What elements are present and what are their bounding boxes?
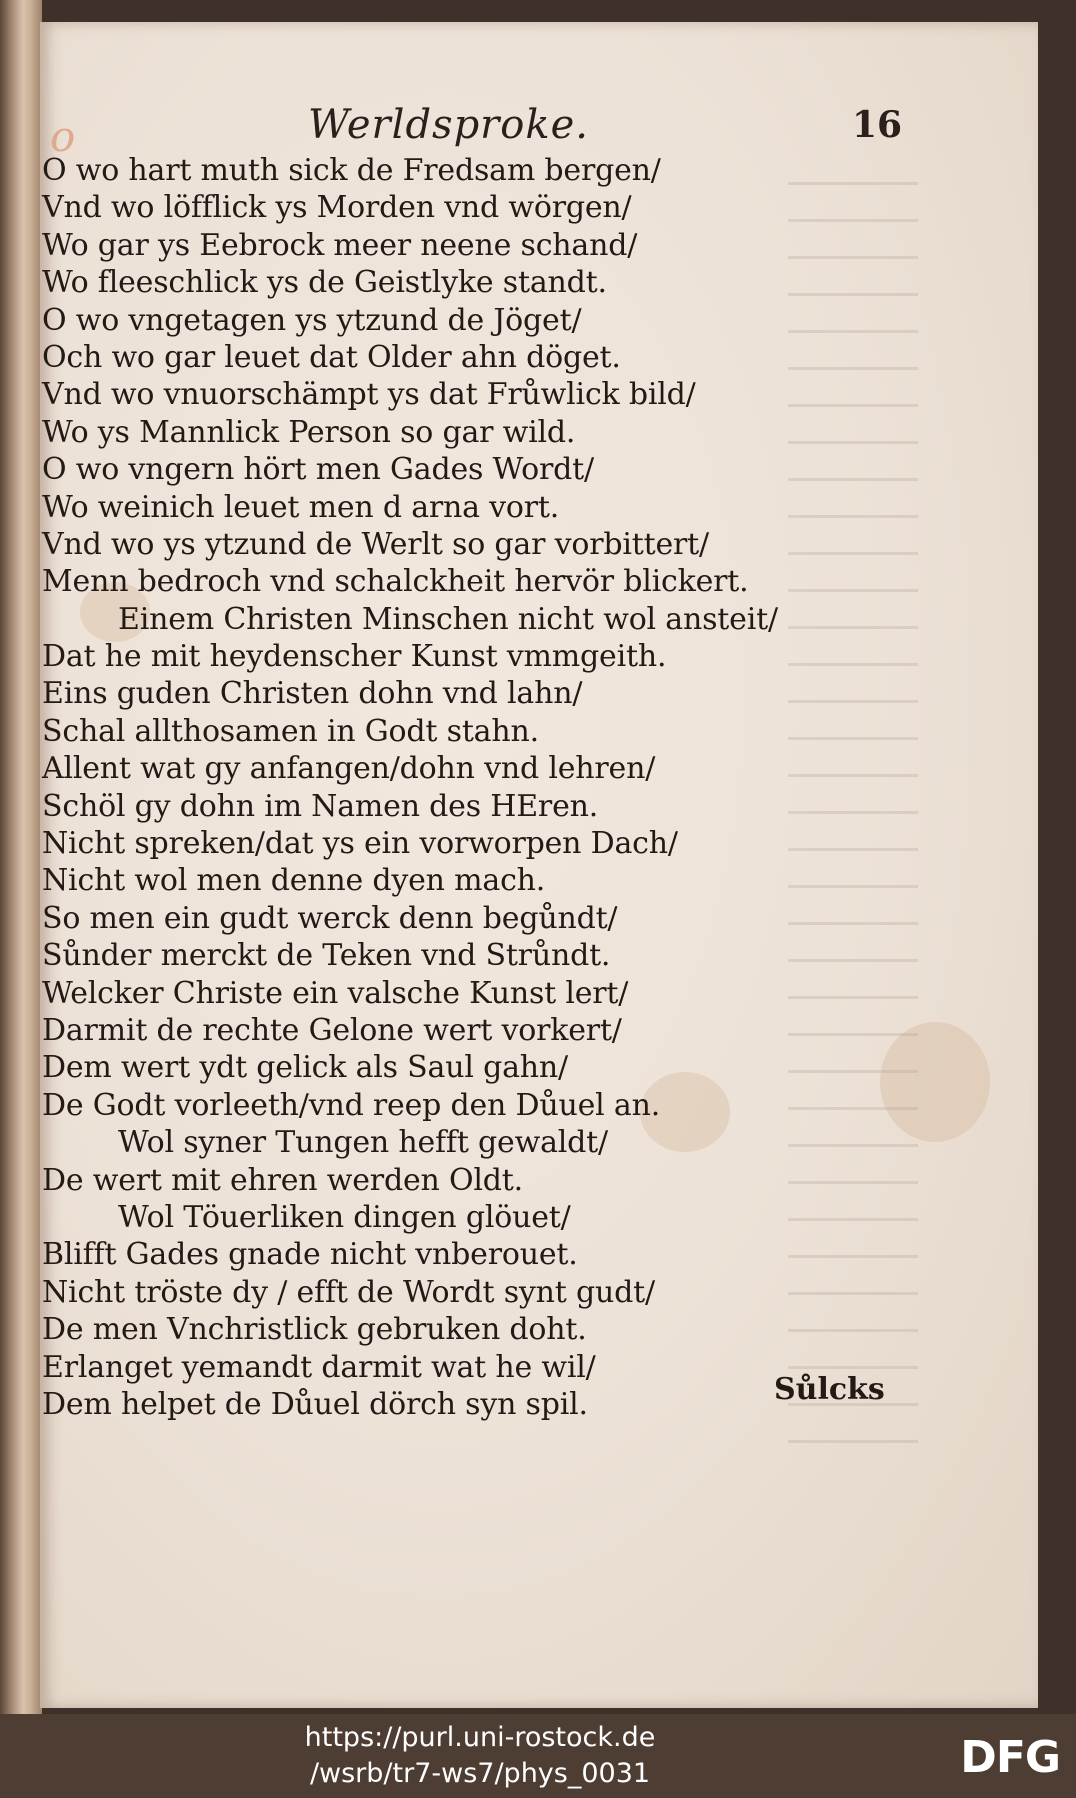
text-line: Menn bedroch vnd schalckheit hervör blickert.: [42, 564, 749, 600]
catchword: Sůlcks: [774, 1372, 885, 1407]
book-page: [40, 22, 1038, 1708]
text-line: Vnd wo ys ytzund de Werlt so gar vorbittert/: [42, 526, 709, 562]
permalink-line-2[interactable]: /wsrb/tr7-ws7/phys_0031: [309, 1758, 651, 1789]
text-line: Wo weinich leuet men d arna vort.: [42, 489, 560, 525]
text-line: Dem helpet de Důuel dörch syn spil.: [42, 1386, 588, 1422]
text-line: Wo ys Mannlick Person so gar wild.: [42, 414, 576, 450]
text-line: Och wo gar leuet dat Older ahn döget.: [42, 339, 621, 375]
text-line: Wo fleeschlick ys de Geistlyke standt.: [42, 265, 607, 301]
text-line: Schöl gy dohn im Namen des HEren.: [42, 788, 599, 824]
text-line: Wo gar ys Eebrock meer neene schand/: [42, 227, 638, 263]
text-line: Blifft Gades gnade nicht vnberouet.: [42, 1237, 578, 1273]
text-line: De Godt vorleeth/vnd reep den Důuel an.: [42, 1087, 661, 1123]
text-line: De men Vnchristlick gebruken doht.: [42, 1312, 587, 1348]
text-line: Einem Christen Minschen nicht wol ansteit/: [118, 601, 778, 637]
pencil-annotation: o: [50, 112, 76, 161]
page-number: 16: [852, 104, 903, 146]
text-line: Wol Töuerliken dingen glöuet/: [118, 1199, 571, 1235]
text-line: Vnd wo löfflick ys Morden vnd wörgen/: [42, 190, 632, 226]
text-line: O wo vngern hört men Gades Wordt/: [42, 452, 594, 488]
text-line: O wo vngetagen ys ytzund de Jöget/: [42, 302, 582, 338]
text-line: Schal allthosamen in Godt stahn.: [42, 713, 539, 749]
dfg-logo: DFG: [960, 1732, 1060, 1783]
text-line: Eins guden Christen dohn vnd lahn/: [42, 676, 583, 712]
running-title: Werldsproke.: [308, 102, 590, 148]
book-spine-edge: [0, 0, 42, 1714]
text-line: Dat he mit heydenscher Kunst vmmgeith.: [42, 639, 667, 675]
text-line: De wert mit ehren werden Oldt.: [42, 1162, 523, 1198]
verse-text: [40, 152, 940, 1423]
text-line: Nicht spreken/dat ys ein vorworpen Dach/: [42, 826, 678, 862]
text-line: Sůnder merckt de Teken vnd Strůndt.: [42, 938, 611, 974]
text-line: Dem wert ydt gelick als Saul gahn/: [42, 1050, 568, 1086]
text-line: So men ein gudt werck denn begůndt/: [42, 900, 618, 936]
footer-bar: [0, 1714, 1076, 1798]
text-line: Welcker Christe ein valsche Kunst lert/: [42, 975, 629, 1011]
text-line: Erlanget yemandt darmit wat he wil/: [42, 1349, 596, 1385]
text-line: Nicht wol men denne dyen mach.: [42, 863, 546, 899]
text-line: Darmit de rechte Gelone wert vorkert/: [42, 1012, 622, 1048]
text-line: O wo hart muth sick de Fredsam bergen/: [42, 153, 661, 188]
text-line: Vnd wo vnuorschämpt ys dat Frůwlick bild/: [42, 377, 696, 413]
page-header: [40, 102, 1038, 161]
text-line: Nicht tröste dy / efft de Wordt synt gudt/: [42, 1274, 655, 1310]
text-line: Allent wat gy anfangen/dohn vnd lehren/: [42, 751, 656, 787]
permalink-line-1[interactable]: https://purl.uni-rostock.de: [304, 1722, 656, 1753]
text-line: Wol syner Tungen hefft gewaldt/: [118, 1125, 608, 1161]
